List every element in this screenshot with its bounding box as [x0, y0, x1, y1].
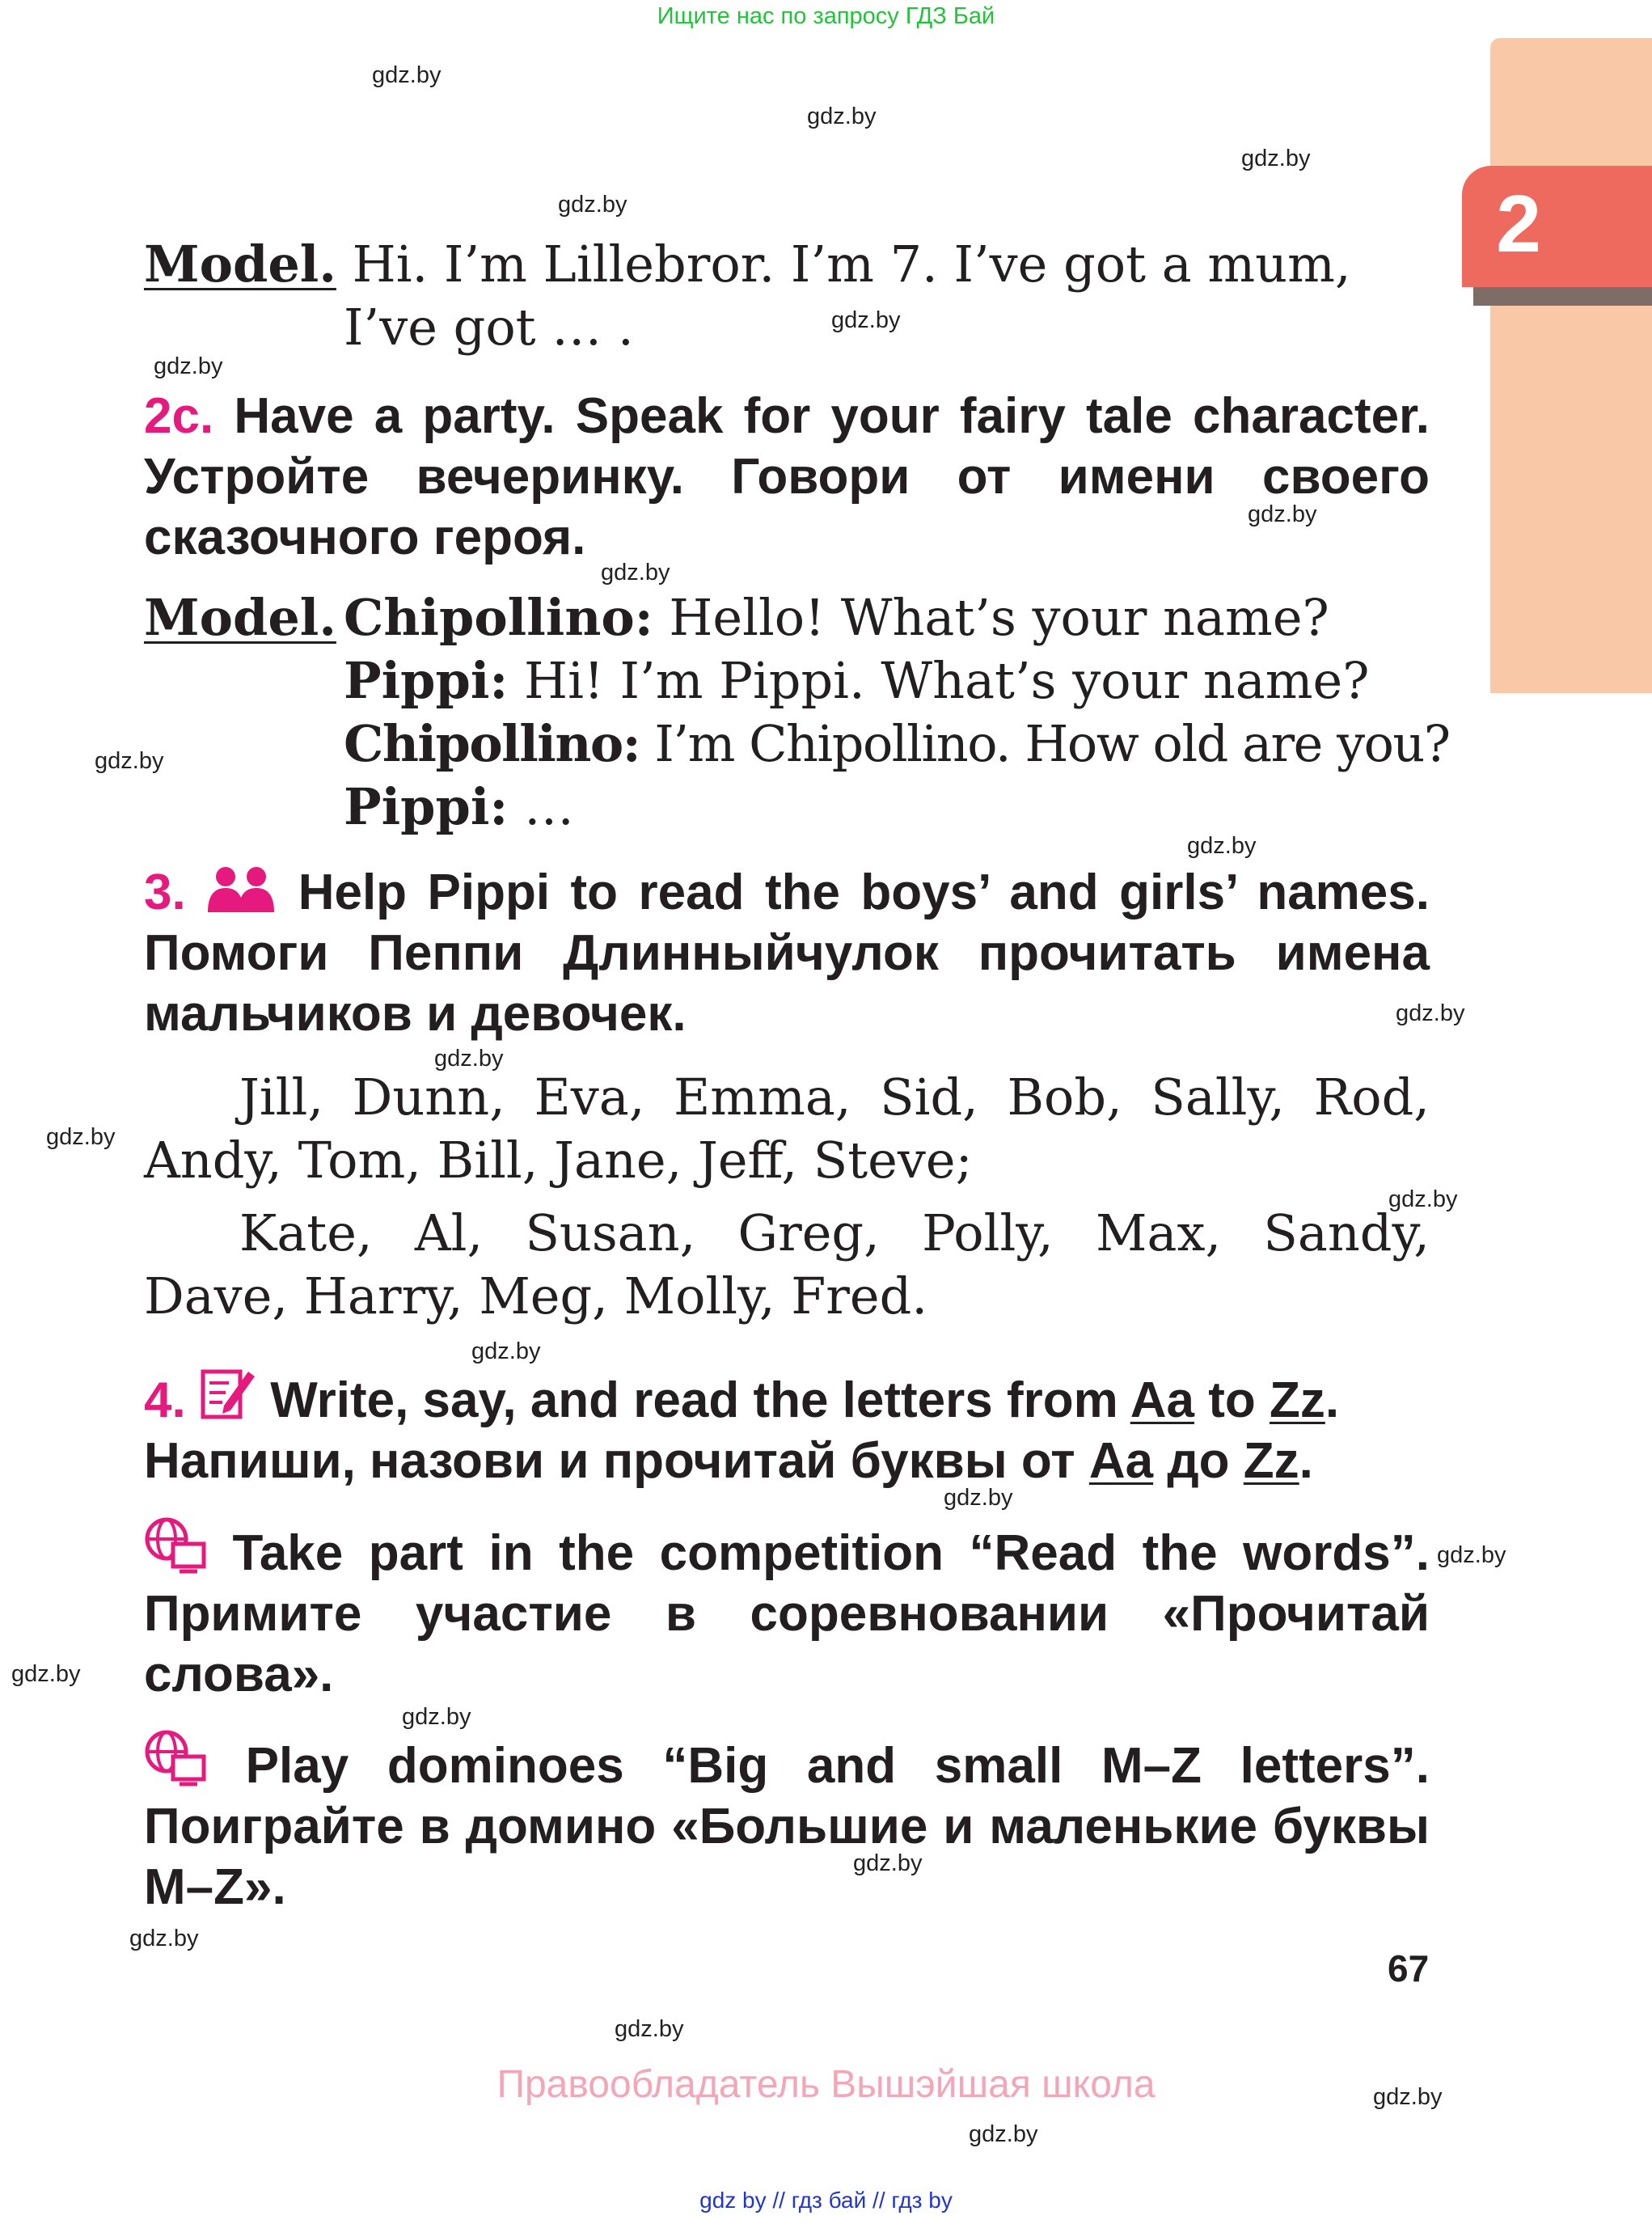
watermark: gdz.by [434, 1046, 504, 1072]
watermark: gdz.by [129, 1926, 199, 1951]
footer-links: gdz by // гдз бай // гдз by [699, 2188, 953, 2213]
letter-zz: Zz [1269, 1372, 1325, 1428]
model-label: Model. [144, 235, 336, 294]
speech: Hello! What’s your name? [653, 588, 1329, 647]
watermark: gdz.by [11, 1661, 81, 1687]
write-icon [200, 1365, 256, 1422]
pair-work-icon [206, 865, 277, 914]
page-number: 67 [1388, 1947, 1430, 1989]
extra-task-2 [144, 1729, 1430, 1917]
task-3 [144, 862, 1430, 1044]
extra-task-1 [144, 1516, 1430, 1705]
watermark: gdz.by [558, 192, 627, 218]
speaker: Pippi: [344, 777, 509, 836]
dialogue-line [344, 586, 1438, 649]
computer-globe-icon [144, 1516, 207, 1575]
watermark: gdz.by [853, 1850, 923, 1876]
watermark: gdz.by [1373, 2084, 1443, 2110]
speech: I’m Chipollino. How old are you? [640, 714, 1450, 773]
watermark: gdz.by [1396, 1000, 1465, 1026]
watermark: gdz.by [154, 353, 223, 379]
copyright-holder: Правообладатель Вышэйшая школа [496, 2063, 1156, 2106]
letter-aa: Aa [1130, 1372, 1194, 1428]
task-2c [144, 386, 1430, 568]
task-number: 2c. [144, 388, 214, 444]
task-3-text: Help Pippi to read the boys’ and girls’ names. Помоги Пеппи Длинныйчулок прочитать имена мальчиков и девочек. [144, 865, 1430, 1042]
watermark: gdz.by [471, 1338, 541, 1364]
watermark: gdz.by [601, 560, 670, 586]
watermark: gdz.by [1241, 146, 1311, 171]
task-number: 4. [144, 1372, 186, 1428]
watermark: gdz.by [1437, 1542, 1506, 1568]
dialogue-line [344, 712, 1450, 776]
task-4-ru-pre: Напиши, назови и прочитай буквы от [144, 1433, 1089, 1489]
model-1-line-1: Hi. I’m Lillebror. I’m 7. I’ve got a mum, [352, 235, 1351, 294]
top-banner: Ищите нас по запросу ГДЗ Бай [657, 3, 995, 29]
extra-task-1-text: Take part in the competition “Read the words”. Примите участие в соревновании «Прочитай слова». [144, 1525, 1430, 1702]
speaker: Pippi: [344, 651, 509, 710]
watermark: gdz.by [615, 2016, 684, 2042]
task-4 [144, 1365, 1446, 1491]
task-4-en-mid: to [1194, 1372, 1270, 1428]
watermark: gdz.by [95, 748, 164, 774]
task-4-en-pre: Write, say, and read the letters from [270, 1372, 1130, 1428]
speaker: Chipollino: [344, 714, 640, 773]
boys-names-line-2: Andy, Tom, Bill, Jane, Jeff, Steve; [144, 1131, 973, 1190]
task-4-ru-post: . [1299, 1433, 1313, 1489]
watermark: gdz.by [46, 1124, 116, 1150]
computer-globe-icon [144, 1729, 207, 1787]
watermark: gdz.by [1187, 833, 1257, 859]
model-1 [144, 233, 1431, 359]
speaker: Chipollino: [344, 588, 653, 647]
watermark: gdz.by [372, 62, 442, 88]
speech: … [508, 777, 575, 836]
watermark: gdz.by [807, 104, 877, 129]
dialogue-line [344, 649, 1438, 712]
speech: Hi! I’m Pippi. What’s your name? [508, 651, 1370, 710]
task-4-en-post: . [1325, 1372, 1340, 1428]
watermark: gdz.by [1248, 501, 1317, 527]
letter-zz: Zz [1243, 1433, 1299, 1489]
watermark: gdz.by [1388, 1186, 1458, 1212]
task-2c-text: Have a party. Speak for your fairy tale character. Устройте вечеринку. Говори от имени своего сказочного героя. [144, 388, 1430, 565]
letter-aa: Aa [1088, 1433, 1154, 1489]
chapter-number: 2 [1496, 179, 1541, 269]
boys-names-line-1: Jill, Dunn, Eva, Emma, Sid, Bob, Sally, Rod, [239, 1068, 1430, 1127]
model-label: Model. [144, 588, 336, 647]
watermark: gdz.by [944, 1485, 1013, 1511]
girls-names-line-2: Dave, Harry, Meg, Molly, Fred. [144, 1266, 928, 1326]
side-strip [1490, 38, 1652, 693]
girls-names-line-1: Kate, Al, Susan, Greg, Polly, Max, Sandy, [239, 1203, 1430, 1262]
model-1-line-2: I’ve got … . [344, 298, 634, 357]
extra-task-2-text: Play dominoes “Big and small M–Z letters”. Поиграйте в домино «Большие и маленькие буквы M–Z». [144, 1738, 1430, 1915]
task-number: 3. [144, 865, 186, 920]
model-2 [144, 586, 1450, 839]
watermark: gdz.by [969, 2121, 1038, 2147]
watermark: gdz.by [402, 1704, 471, 1730]
dialogue-line [344, 776, 1438, 839]
task-4-ru-mid: до [1153, 1433, 1244, 1489]
watermark: gdz.by [831, 307, 901, 333]
